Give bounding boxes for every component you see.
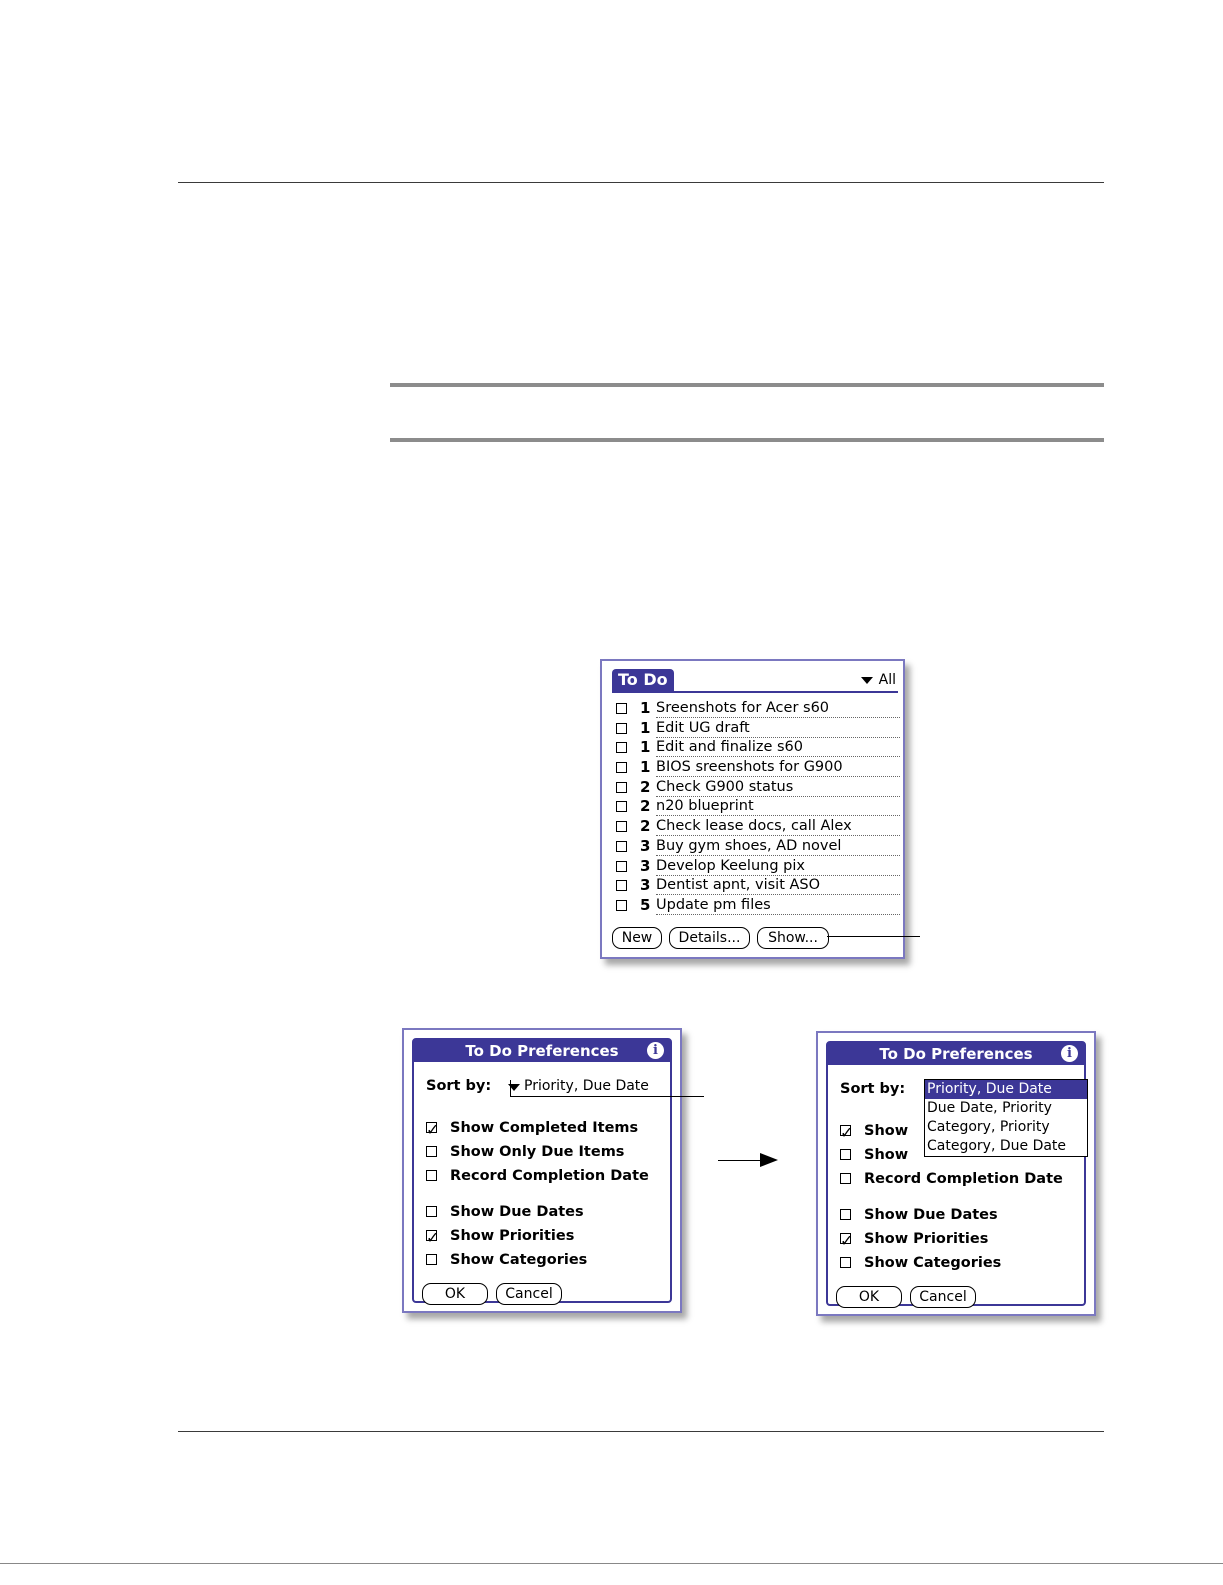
checkbox-icon[interactable] bbox=[616, 821, 627, 832]
checkmark-icon: ✓ bbox=[426, 1120, 440, 1139]
checkbox-icon[interactable] bbox=[616, 880, 627, 891]
checkbox-icon[interactable] bbox=[616, 801, 627, 812]
dropdown-option[interactable]: Category, Due Date bbox=[927, 1138, 1067, 1154]
todo-row[interactable] bbox=[616, 758, 900, 778]
arrow-right-icon bbox=[718, 1160, 764, 1161]
prefs-dialog-frame bbox=[826, 1041, 1086, 1306]
todo-description[interactable]: Sreenshots for Acer s60 bbox=[656, 699, 900, 718]
dropdown-option[interactable]: Category, Priority bbox=[927, 1119, 1050, 1135]
todo-description[interactable]: Edit and finalize s60 bbox=[656, 738, 900, 757]
dropdown-option[interactable]: Priority, Due Date bbox=[925, 1080, 1087, 1099]
option-label: Record Completion Date bbox=[864, 1171, 1063, 1187]
option-label: Show Completed Items bbox=[450, 1120, 639, 1136]
todo-row[interactable] bbox=[616, 876, 900, 896]
checkbox-icon[interactable] bbox=[426, 1120, 440, 1139]
ok-button[interactable]: OK bbox=[422, 1283, 488, 1305]
checkbox-icon[interactable] bbox=[616, 861, 627, 872]
show-button-callout-line bbox=[827, 936, 920, 937]
cancel-button[interactable]: Cancel bbox=[496, 1283, 562, 1305]
sort-callout-line bbox=[510, 1096, 704, 1097]
checkbox-icon[interactable] bbox=[840, 1209, 851, 1220]
sort-by-value[interactable]: Priority, Due Date bbox=[524, 1078, 649, 1094]
todo-description[interactable]: Dentist apnt, visit ASO bbox=[656, 876, 900, 895]
todo-description[interactable]: Edit UG draft bbox=[656, 719, 900, 738]
todo-row[interactable] bbox=[616, 797, 900, 817]
checkbox-icon[interactable] bbox=[840, 1257, 851, 1268]
info-icon[interactable]: i bbox=[647, 1042, 664, 1059]
checkbox-icon[interactable] bbox=[840, 1123, 854, 1142]
todo-description[interactable]: Buy gym shoes, AD novel bbox=[656, 837, 900, 856]
checkmark-icon: ✓ bbox=[840, 1231, 854, 1250]
note-rule-bottom bbox=[390, 438, 1104, 442]
checkbox-icon[interactable] bbox=[616, 900, 627, 911]
checkbox-icon[interactable] bbox=[616, 703, 627, 714]
category-picker[interactable] bbox=[861, 671, 896, 689]
page-edge-rule bbox=[0, 1563, 1223, 1564]
todo-row[interactable] bbox=[616, 778, 900, 798]
todo-list-screen bbox=[600, 659, 905, 959]
checkbox-icon[interactable] bbox=[426, 1206, 437, 1217]
category-label: All bbox=[878, 672, 896, 688]
todo-priority: 1 bbox=[640, 738, 651, 757]
todo-priority: 3 bbox=[640, 856, 651, 875]
option-label: Show Priorities bbox=[864, 1231, 989, 1247]
todo-priority: 1 bbox=[640, 718, 651, 737]
todo-priority: 3 bbox=[640, 836, 651, 855]
cancel-button[interactable]: Cancel bbox=[910, 1286, 976, 1308]
details-button[interactable]: Details... bbox=[669, 927, 750, 949]
checkbox-icon[interactable] bbox=[840, 1231, 854, 1250]
checkbox-icon[interactable] bbox=[616, 762, 627, 773]
prefs-title: To Do Preferences bbox=[879, 1045, 1033, 1063]
todo-row[interactable] bbox=[616, 738, 900, 758]
option-label: Record Completion Date bbox=[450, 1168, 649, 1184]
todo-description[interactable]: Update pm files bbox=[656, 896, 900, 915]
prefs-dialog-left bbox=[402, 1028, 682, 1313]
prefs-title: To Do Preferences bbox=[465, 1042, 619, 1060]
todo-description[interactable]: Develop Keelung pix bbox=[656, 857, 900, 876]
prefs-dialog-frame bbox=[412, 1038, 672, 1303]
todo-row[interactable] bbox=[616, 719, 900, 739]
checkbox-icon[interactable] bbox=[426, 1170, 437, 1181]
todo-description[interactable]: Check lease docs, call Alex bbox=[656, 817, 900, 836]
option-label: Show Categories bbox=[864, 1255, 1002, 1271]
checkbox-icon[interactable] bbox=[616, 782, 627, 793]
sort-callout-line bbox=[510, 1080, 511, 1096]
header-rule bbox=[178, 182, 1104, 183]
checkbox-icon[interactable] bbox=[426, 1146, 437, 1157]
todo-priority: 2 bbox=[640, 797, 651, 816]
checkbox-icon[interactable] bbox=[616, 841, 627, 852]
todo-row[interactable] bbox=[616, 857, 900, 877]
footer-rule bbox=[178, 1431, 1104, 1432]
todo-title-bar bbox=[612, 669, 898, 693]
checkmark-icon: ✓ bbox=[840, 1123, 854, 1142]
todo-row[interactable] bbox=[616, 817, 900, 837]
checkbox-icon[interactable] bbox=[426, 1228, 440, 1247]
option-label: Show bbox=[864, 1147, 909, 1163]
note-rule-top bbox=[390, 383, 1104, 387]
checkmark-icon: ✓ bbox=[426, 1228, 440, 1247]
show-button[interactable]: Show... bbox=[757, 927, 829, 949]
new-button[interactable]: New bbox=[612, 927, 662, 949]
triangle-down-icon bbox=[861, 677, 873, 684]
checkbox-icon[interactable] bbox=[840, 1173, 851, 1184]
todo-row[interactable] bbox=[616, 699, 900, 719]
prefs-title-bar bbox=[414, 1040, 670, 1062]
option-label: Show bbox=[864, 1123, 909, 1139]
todo-priority: 5 bbox=[640, 895, 651, 914]
todo-description[interactable]: n20 blueprint bbox=[656, 797, 900, 816]
todo-priority: 2 bbox=[640, 777, 651, 796]
checkbox-icon[interactable] bbox=[840, 1149, 851, 1160]
info-icon[interactable]: i bbox=[1061, 1045, 1078, 1062]
todo-priority: 2 bbox=[640, 817, 651, 836]
prefs-title-bar bbox=[828, 1043, 1084, 1065]
option-label: Show Only Due Items bbox=[450, 1144, 625, 1160]
option-label: Show Priorities bbox=[450, 1228, 575, 1244]
checkbox-icon[interactable] bbox=[616, 742, 627, 753]
prefs-dialog-right bbox=[816, 1031, 1096, 1316]
todo-app-title: To Do bbox=[612, 669, 674, 691]
arrow-right-icon-head bbox=[760, 1153, 778, 1167]
option-label: Show Due Dates bbox=[864, 1207, 998, 1223]
todo-row[interactable] bbox=[616, 896, 900, 916]
checkbox-icon[interactable] bbox=[616, 723, 627, 734]
todo-description[interactable]: Check G900 status bbox=[656, 778, 900, 797]
todo-row[interactable] bbox=[616, 837, 900, 857]
todo-items-list bbox=[616, 699, 900, 916]
sort-by-label: Sort by: bbox=[840, 1081, 906, 1097]
sort-by-dropdown[interactable] bbox=[924, 1079, 1088, 1157]
option-label: Show Due Dates bbox=[450, 1204, 584, 1220]
todo-priority: 1 bbox=[640, 758, 651, 777]
todo-priority: 3 bbox=[640, 876, 651, 895]
ok-button[interactable]: OK bbox=[836, 1286, 902, 1308]
checkbox-icon[interactable] bbox=[426, 1254, 437, 1265]
todo-priority: 1 bbox=[640, 699, 651, 717]
dropdown-option[interactable]: Due Date, Priority bbox=[927, 1100, 1052, 1116]
option-label: Show Categories bbox=[450, 1252, 588, 1268]
sort-by-label: Sort by: bbox=[426, 1078, 492, 1094]
todo-description[interactable]: BIOS sreenshots for G900 bbox=[656, 758, 900, 777]
